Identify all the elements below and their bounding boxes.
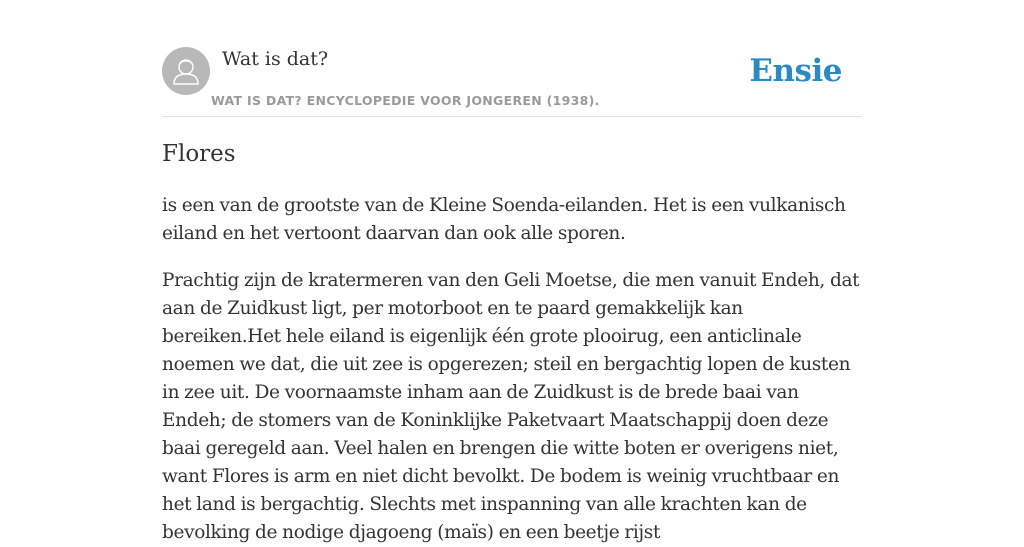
article-paragraph: is een van de grootste van de Kleine Soenda-eilanden. Het is een vulkanisch eiland en het vertoont daarvan dan ook alle sporen. <box>162 195 846 244</box>
source-subtitle-link[interactable]: WAT IS DAT? ENCYCLOPEDIE VOOR JONGEREN (1938). <box>211 93 600 108</box>
brand-logo[interactable]: Ensie <box>749 53 842 89</box>
source-header <box>162 46 862 117</box>
article <box>162 138 864 547</box>
source-title-link[interactable]: Wat is dat? <box>222 48 329 70</box>
user-avatar-icon[interactable] <box>162 47 210 95</box>
article-paragraph: Prachtig zijn de kratermeren van den Geli Moetse, die men vanuit Endeh, dat aan de Zuidkust ligt, per motorboot en te paard gemakkelijk kan bereiken.Het hele eiland is eigenlijk één grote plooirug, een anticlinale noemen we dat, die uit zee is opgerezen; steil en bergachtig lopen de kusten in zee uit. De voornaamste inham aan de Zuidkust is de brede baai van Endeh; de stomers van de Koninklijke Paketvaart Maatschappij doen deze baai geregeld aan. Veel halen en brengen die witte boten er overigens niet, want Flores is arm en niet dicht bevolkt. De bodem is weinig vruchtbaar en het land is bergachtig. Slechts met inspanning van alle krachten kan de bevolking de nodige djagoeng (maïs) en een beetje rijst <box>162 270 860 543</box>
article-title: Flores <box>162 141 236 167</box>
person-outline-icon <box>162 47 210 95</box>
